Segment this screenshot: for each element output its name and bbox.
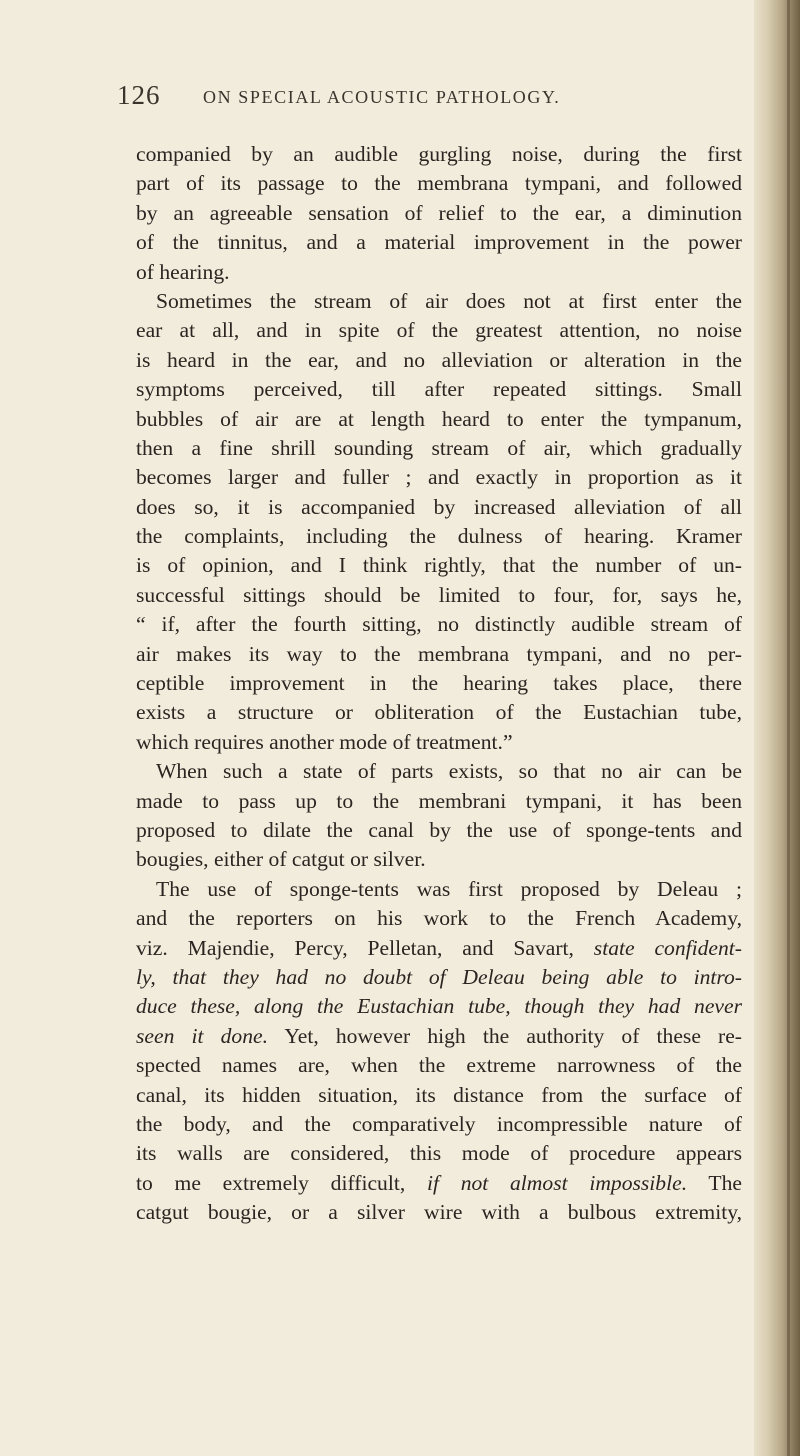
text-line [136, 522, 742, 551]
line-text: Yet, however high the authority of these re- [268, 1023, 742, 1048]
line-text: made to pass up to the membrani tympani, it has been [136, 788, 742, 813]
line-text: by an agreeable sensation of relief to the ear, a diminution [136, 200, 742, 225]
line-text: its walls are considered, this mode of procedure appears [136, 1141, 742, 1166]
text-line [136, 669, 742, 698]
line-text: part of its passage to the membrana tympani, and followed [136, 171, 742, 196]
text-line [136, 434, 742, 463]
italic-text: seen it done. [136, 1023, 268, 1048]
line-text: does so, it is accompanied by increased alleviation of all [136, 494, 742, 519]
text-line [136, 463, 742, 492]
line-text: viz. Majendie, Percy, Pelletan, and Savart, [136, 935, 594, 960]
line-text: of hearing. [136, 259, 230, 284]
text-line [136, 992, 742, 1021]
line-text: is of opinion, and I think rightly, that the number of un- [136, 553, 742, 578]
page-number: 126 [117, 80, 161, 110]
text-line [136, 140, 742, 169]
text-line [136, 287, 742, 316]
body-text [136, 140, 742, 1227]
line-text: ear at all, and in spite of the greatest attention, no noise [136, 318, 742, 343]
text-line [136, 728, 742, 757]
text-line [136, 551, 742, 580]
line-text: The use of sponge-tents was first proposed by Deleau ; [156, 876, 742, 901]
text-line [136, 1139, 742, 1168]
text-line [136, 316, 742, 345]
text-line [136, 610, 742, 639]
line-text: spected names are, when the extreme narrowness of the [136, 1053, 742, 1078]
line-text: exists a structure or obliteration of the Eustachian tube, [136, 700, 742, 725]
text-line [136, 1022, 742, 1051]
text-line [136, 199, 742, 228]
line-text: Sometimes the stream of air does not at first enter the [156, 288, 742, 313]
text-line [136, 875, 742, 904]
text-line [136, 581, 742, 610]
text-line [136, 169, 742, 198]
text-line [136, 963, 742, 992]
text-line [136, 640, 742, 669]
line-text: to me extremely difficult, [136, 1170, 427, 1195]
page-fold-line [787, 0, 790, 1456]
text-line [136, 346, 742, 375]
line-text: then a fine shrill sounding stream of air, which gradually [136, 435, 742, 460]
line-text: symptoms perceived, till after repeated sittings. Small [136, 377, 742, 402]
line-text: proposed to dilate the canal by the use of sponge-tents and [136, 817, 742, 842]
line-text: is heard in the ear, and no alleviation or alteration in the [136, 347, 742, 372]
italic-text: duce these, along the Eustachian tube, though they had never [136, 994, 742, 1019]
text-line [136, 1051, 742, 1080]
line-text: the complaints, including the dulness of hearing. Kramer [136, 524, 742, 549]
text-line [136, 816, 742, 845]
line-text: becomes larger and fuller ; and exactly in proportion as it [136, 465, 742, 490]
italic-text: state confident- [593, 935, 742, 960]
page-edge-shadow [754, 0, 800, 1456]
text-line [136, 375, 742, 404]
line-text: air makes its way to the membrana tympani, and no per- [136, 641, 742, 666]
text-line [136, 698, 742, 727]
line-text: bubbles of air are at length heard to enter the tympanum, [136, 406, 742, 431]
text-line [136, 1198, 742, 1227]
text-line [136, 1110, 742, 1139]
text-line [136, 493, 742, 522]
line-text: the body, and the comparatively incompressible nature of [136, 1111, 742, 1136]
line-text: catgut bougie, or a silver wire with a bulbous extremity, [136, 1200, 742, 1225]
line-text: which requires another mode of treatment.” [136, 729, 513, 754]
text-line [136, 787, 742, 816]
line-text: bougies, either of catgut or silver. [136, 847, 426, 872]
page-header [117, 80, 757, 120]
text-line [136, 405, 742, 434]
text-line [136, 228, 742, 257]
text-line [136, 904, 742, 933]
line-text: When such a state of parts exists, so that no air can be [156, 759, 742, 784]
text-line [136, 934, 742, 963]
line-text: and the reporters on his work to the French Academy, [136, 906, 742, 931]
text-line [136, 757, 742, 786]
line-text: of the tinnitus, and a material improvement in the power [136, 230, 742, 255]
italic-text: ly, that they had no doubt of Deleau being able to intro- [136, 964, 742, 989]
line-text: canal, its hidden situation, its distance from the surface of [136, 1082, 742, 1107]
text-line [136, 845, 742, 874]
line-text: successful sittings should be limited to four, for, says he, [136, 582, 742, 607]
line-text: “ if, after the fourth sitting, no distinctly audible stream of [136, 612, 742, 637]
text-line [136, 1081, 742, 1110]
text-line [136, 258, 742, 287]
italic-text: if not almost impossible. [426, 1170, 688, 1195]
text-line [136, 1169, 742, 1198]
line-text: ceptible improvement in the hearing takes place, there [136, 671, 742, 696]
running-head: ON SPECIAL ACOUSTIC PATHOLOGY. [203, 87, 561, 107]
line-text: companied by an audible gurgling noise, during the first [136, 142, 742, 166]
line-text: The [687, 1170, 742, 1195]
